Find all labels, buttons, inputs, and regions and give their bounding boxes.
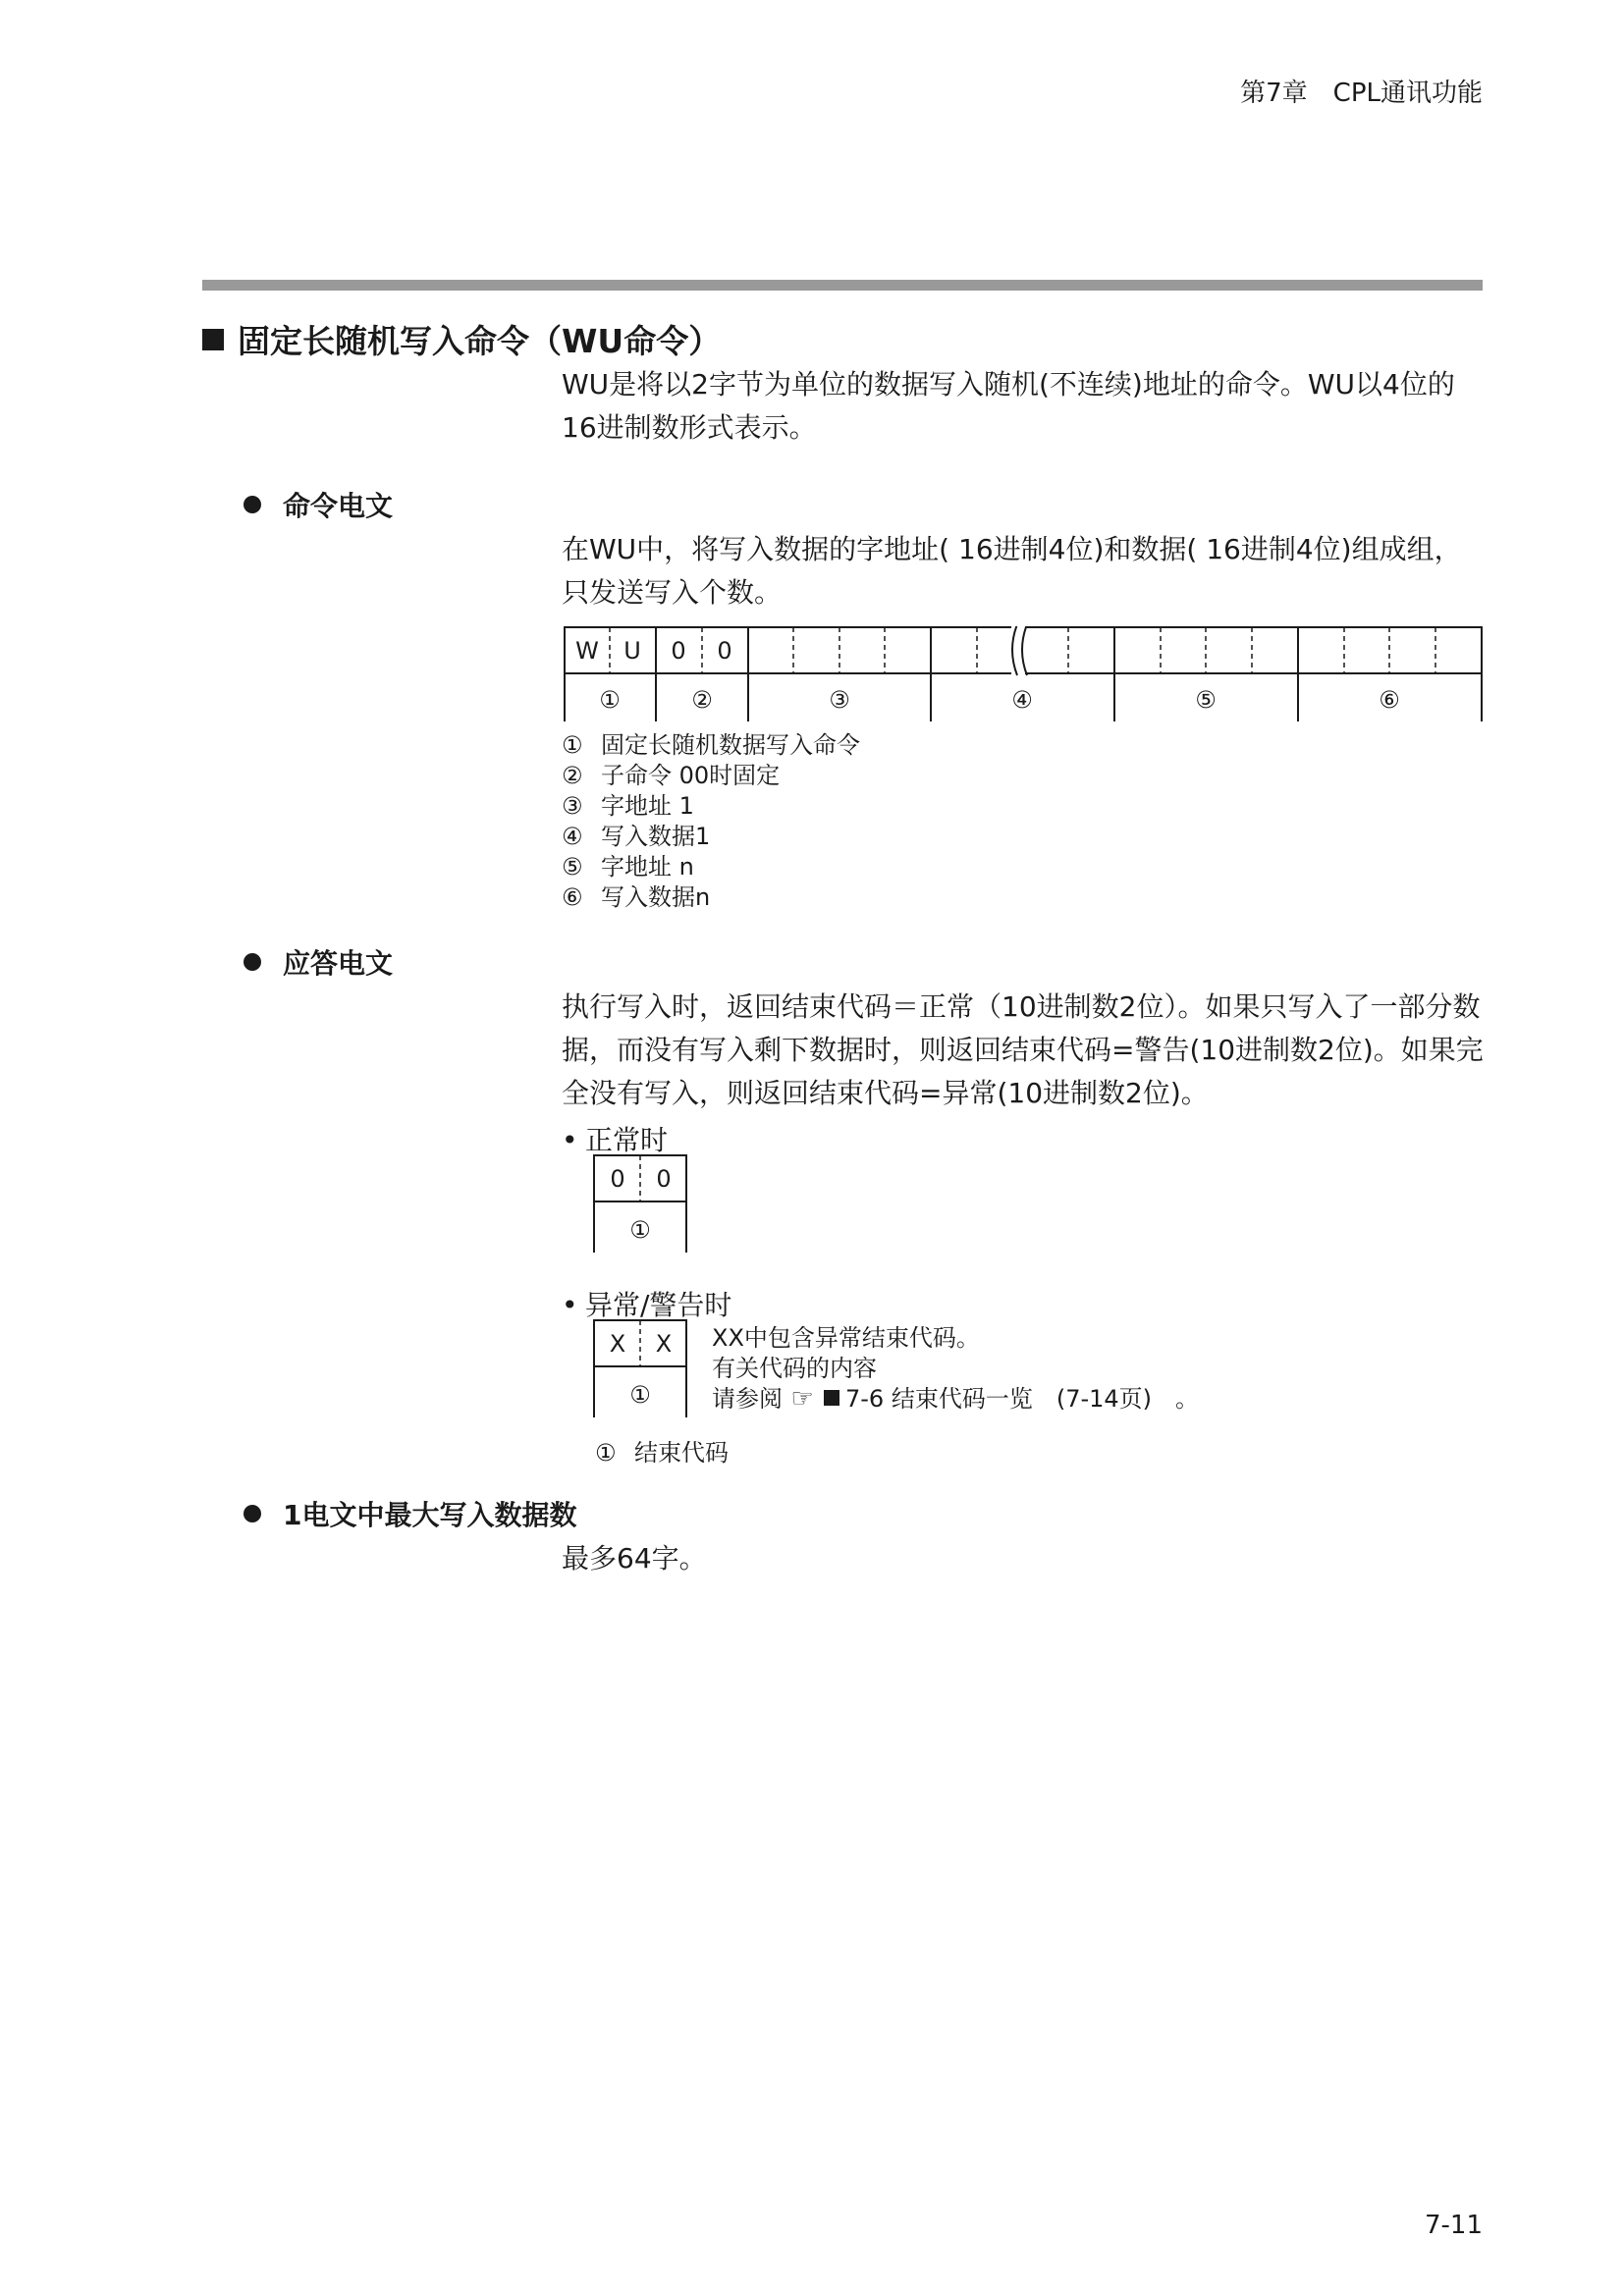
section-title-text: 固定长随机写入命令（WU命令）: [238, 322, 722, 360]
command-heading-text: 命令电文: [283, 490, 394, 522]
frame-field-label: ④: [1011, 686, 1033, 714]
legend-text: 固定长随机数据写入命令: [601, 731, 860, 759]
note-line: XX中包含异常结束代码。: [712, 1324, 980, 1352]
section-rule: [202, 280, 1483, 291]
normal-char: 0: [656, 1165, 672, 1193]
command-text: 在WU中，将写入数据的字地址( 16进制4位)和数据( 16进制4位)组成组，只发送写入个数。: [562, 533, 1462, 609]
error-case-text: 异常/警告时: [585, 1289, 732, 1321]
section-title: [202, 316, 721, 362]
section-intro: WU是将以2字节为单位的数据写入随机(不连续)地址的命令。WU以4位的16进制数形式表示。: [562, 368, 1455, 444]
error-char: X: [609, 1330, 626, 1358]
legend-item: [562, 822, 860, 852]
legend-num: ④: [562, 823, 583, 850]
command-heading: [244, 485, 393, 524]
legend-text: 字地址 n: [601, 853, 694, 881]
response-text: 执行写入时，返回结束代码＝正常（10进制数2位）。如果只写入了一部分数据，而没有写入剩下数据时，则返回结束代码=警告(10进制数2位)。如果完全没有写入，则返回结束代码=异常(10进制数2位)。: [562, 990, 1484, 1109]
response-heading: [244, 942, 393, 982]
response-heading-text: 应答电文: [283, 947, 394, 980]
maxdata-heading-text: 1电文中最大写入数据数: [283, 1499, 577, 1531]
legend-num: ②: [562, 762, 583, 789]
normal-field-label: ①: [629, 1216, 651, 1244]
command-legend: [562, 730, 860, 913]
page-number: 7-11: [1424, 2211, 1483, 2240]
legend-item: [562, 791, 860, 822]
legend-item: [562, 882, 860, 913]
normal-response-frame: [593, 1154, 689, 1258]
bullet-dot-icon: •: [562, 1289, 578, 1321]
note-reference[interactable]: [712, 1384, 1199, 1415]
frame-field-label: ⑥: [1379, 686, 1400, 714]
square-bullet-icon: [824, 1390, 839, 1406]
normal-char: 0: [610, 1165, 625, 1193]
frame-char: 0: [717, 637, 732, 665]
frame-field-label: ③: [829, 686, 850, 714]
frame-field-label: ②: [691, 686, 713, 714]
normal-case-text: 正常时: [585, 1124, 669, 1156]
square-bullet-icon: [202, 329, 224, 350]
frame-field-label: ⑤: [1195, 686, 1217, 714]
note-ref-prefix: 请参阅: [712, 1385, 783, 1413]
normal-case-label: [562, 1119, 668, 1158]
frame-char: W: [575, 637, 599, 665]
command-frame-diagram: [564, 626, 1483, 722]
frame-field-label: ①: [599, 686, 621, 714]
error-case-label: [562, 1284, 731, 1323]
frame-char: 0: [671, 637, 686, 665]
legend-num: ①: [562, 731, 583, 759]
circle-bullet-icon: [244, 1505, 261, 1522]
legend-item: [562, 852, 860, 882]
legend-text: 写入数据1: [601, 823, 711, 850]
maxdata-text: 最多64字。: [562, 1542, 707, 1575]
note-ref-text: 7-6 结束代码一览 (7-14页) 。: [845, 1385, 1200, 1413]
bullet-dot-icon: •: [562, 1124, 578, 1156]
legend-num: ⑥: [562, 883, 583, 911]
frame-char: U: [623, 637, 641, 665]
legend-text: 写入数据n: [601, 883, 711, 911]
note-line: 有关代码的内容: [712, 1355, 877, 1382]
legend-item: [562, 761, 860, 791]
error-note: [712, 1323, 1199, 1415]
maxdata-heading: [244, 1494, 576, 1533]
chapter-header: 第7章 CPL通讯功能: [1240, 79, 1483, 108]
legend-num: ⑤: [562, 853, 583, 881]
legend-item: [562, 730, 860, 761]
endcode-num: ①: [595, 1439, 617, 1467]
pointing-hand-icon: ☞: [790, 1384, 814, 1414]
error-field-label: ①: [629, 1381, 651, 1409]
legend-text: 子命令 00时固定: [601, 762, 781, 789]
legend-text: 字地址 1: [601, 792, 694, 820]
endcode-legend: [595, 1433, 729, 1468]
error-response-frame: [593, 1319, 689, 1423]
error-char: X: [655, 1330, 673, 1358]
endcode-text: 结束代码: [634, 1439, 729, 1467]
circle-bullet-icon: [244, 953, 261, 971]
legend-num: ③: [562, 792, 583, 820]
circle-bullet-icon: [244, 496, 261, 513]
